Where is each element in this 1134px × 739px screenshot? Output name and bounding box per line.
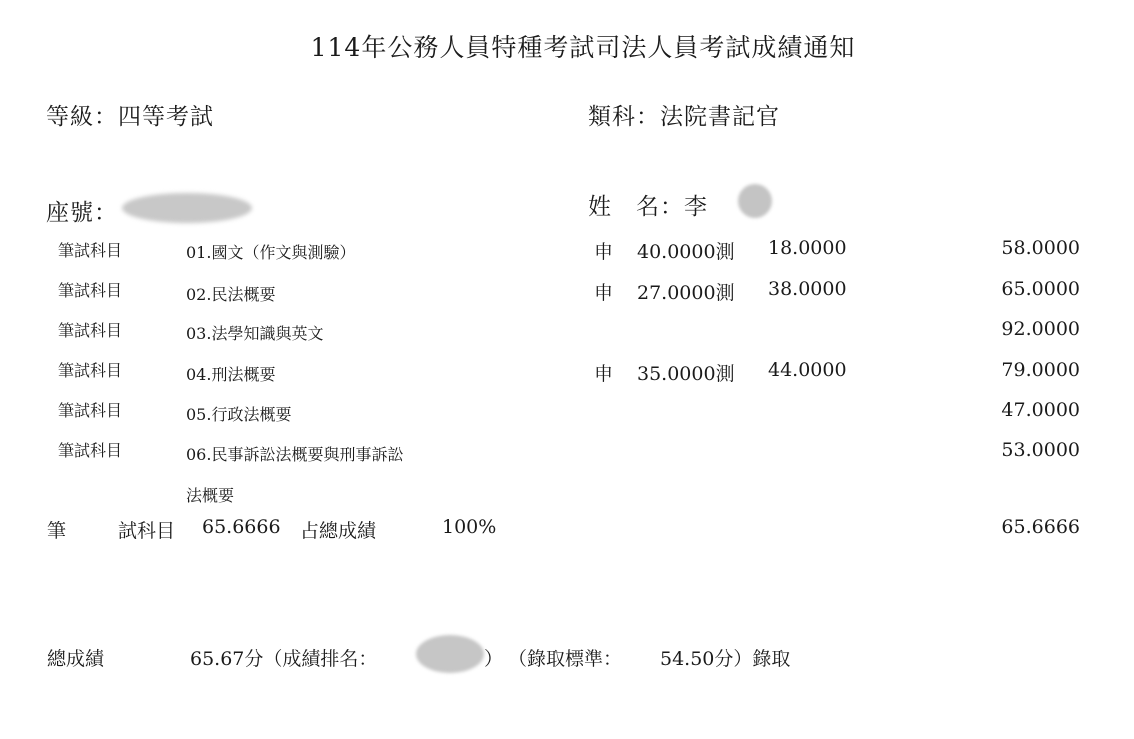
seat-number-redacted: [122, 193, 252, 223]
name-value: 李: [684, 194, 708, 220]
subject-score: 58.0000: [1001, 237, 1080, 259]
candidate-name: [588, 188, 708, 221]
rank-close: ）: [484, 648, 504, 670]
rank-redacted: [416, 635, 484, 673]
essay-score: 40.0000測: [637, 241, 735, 263]
seat-label: 座號：: [46, 200, 118, 226]
test-score: 44.0000: [768, 359, 847, 381]
subject-score: 92.0000: [1001, 318, 1080, 340]
subject-score: 65.0000: [1001, 278, 1080, 300]
name-redacted: [738, 184, 772, 218]
subject-name: 01.國文（作文與測驗）: [186, 243, 356, 262]
subject-score: 47.0000: [1001, 399, 1080, 421]
summary-average: 65.6666: [202, 516, 281, 538]
subject-type: 筆試科目: [58, 361, 123, 380]
subject-type: 筆試科目: [58, 241, 123, 260]
test-score: 18.0000: [768, 237, 847, 259]
weight-label: 占總成績: [300, 520, 377, 542]
total-score: 65.67分（成績排名：: [190, 648, 378, 670]
subject-name: 03.法學知識與英文: [186, 324, 324, 343]
subject-type: 筆試科目: [58, 401, 123, 420]
summary-prefix: 筆: [47, 520, 67, 542]
summary-label: 試科目: [118, 520, 176, 542]
summary-score: 65.6666: [1001, 516, 1080, 538]
level-value: 四等考試: [118, 104, 214, 130]
test-score: 38.0000: [768, 278, 847, 300]
level-label: 等級：: [46, 104, 118, 130]
subject-name: 04.刑法概要: [186, 365, 276, 384]
subject-type: 筆試科目: [58, 321, 123, 340]
essay-score: 27.0000測: [637, 282, 735, 304]
exam-category: [588, 98, 780, 131]
total-label: 總成績: [47, 648, 105, 670]
category-label: 類科：: [588, 104, 660, 130]
exam-level: [46, 98, 214, 131]
subject-type: 筆試科目: [58, 281, 123, 300]
subject-type: 筆試科目: [58, 441, 123, 460]
subject-name-continued: 法概要: [186, 486, 235, 505]
weight-value: 100%: [442, 516, 497, 538]
essay-label: 申: [594, 241, 614, 263]
essay-label: 申: [594, 282, 614, 304]
category-value: 法院書記官: [660, 104, 780, 130]
name-label: 姓 名：: [588, 194, 684, 220]
page-title: 114年公務人員特種考試司法人員考試成績通知: [310, 33, 856, 62]
essay-label: 申: [594, 363, 614, 385]
subject-name: 02.民法概要: [186, 285, 276, 304]
essay-score: 35.0000測: [637, 363, 735, 385]
subject-name: 05.行政法概要: [186, 405, 292, 424]
subject-score: 53.0000: [1001, 439, 1080, 461]
subject-score: 79.0000: [1001, 359, 1080, 381]
subject-name: 06.民事訴訟法概要與刑事訴訟: [186, 445, 404, 464]
criterion-value: 54.50分）錄取: [660, 648, 791, 670]
criterion-label: （錄取標準：: [508, 648, 623, 670]
